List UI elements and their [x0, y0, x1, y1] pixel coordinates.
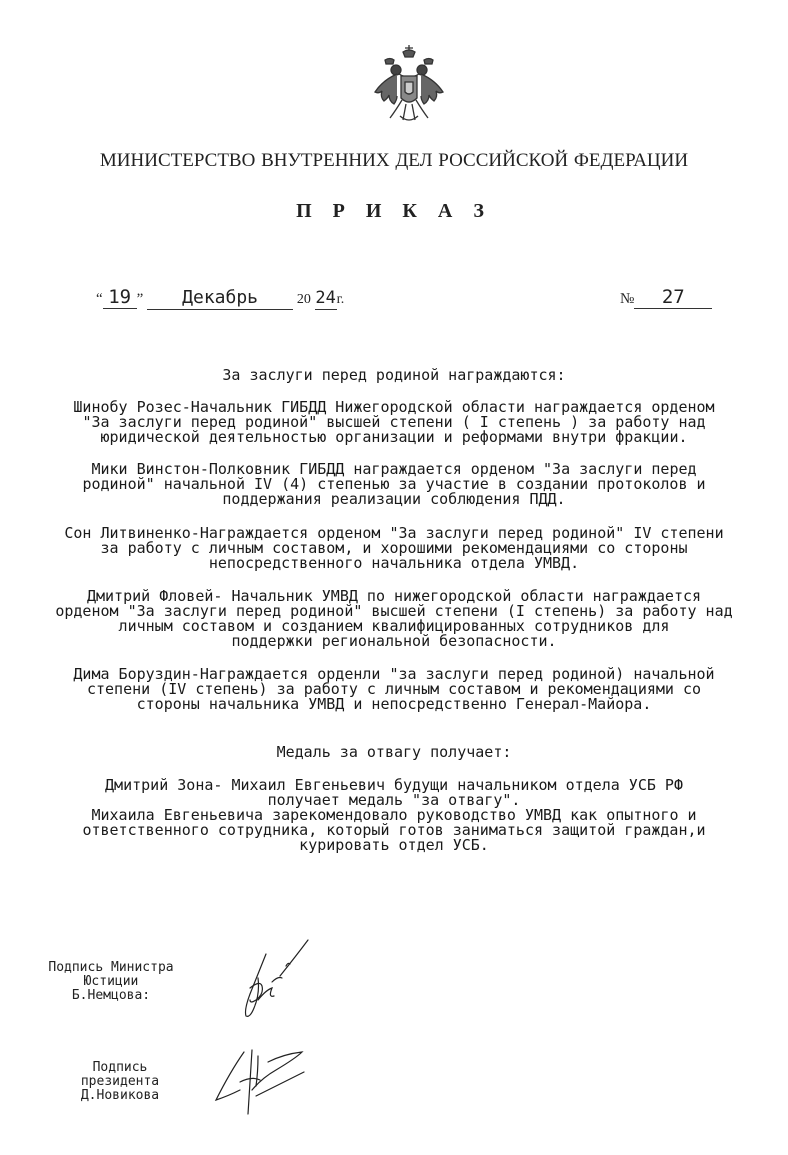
award-paragraph	[6, 462, 782, 507]
order-number-label: №	[620, 291, 635, 307]
medal-text: Дмитрий Зона- Михаил Евгеньевич будущи начальником отдела УСБ РФ получает медаль "за отвагу". Михаила Евгеньевича зарекомендовало руководство УМВД как опытного и ответственного сотрудника, который готов заниматься защитой граждан,и курировать отдел УСБ.	[82, 776, 706, 854]
award-text-1: Шинобу Розес-Начальник ГИБДД Нижегородской области награждается орденом "За заслуги перед родиной" высшей степени ( I степень ) за работу над юридической деятельностью организации и реформами внутри фракции.	[73, 398, 715, 446]
date-day: 19	[103, 286, 137, 309]
order-number	[620, 286, 712, 309]
president-signature-label: Подпись президента Д.Новикова	[80, 1060, 160, 1103]
awards-heading-text: За заслуги перед родиной награждаются:	[222, 366, 566, 384]
double-headed-eagle-icon	[372, 44, 446, 126]
award-text-5: Дима Боруздин-Награждается орденли "за заслуги перед родиной) начальной степени (IV степень) за работу с личным составом и рекомендациями со стороны начальника УМВД и непосредственно Генерал-Майора.	[73, 665, 715, 713]
award-paragraph	[6, 400, 782, 445]
date-year-suffix: 24	[315, 288, 336, 308]
order-date	[96, 286, 344, 310]
medal-paragraph	[6, 778, 782, 853]
date-year-prefix: 20	[296, 292, 311, 307]
date-close-quote: ”	[136, 291, 144, 307]
minister-signature	[236, 938, 316, 1024]
minister-signature-label: Подпись Министра Юстиции Б.Немцова:	[48, 960, 174, 1003]
award-text-4: Дмитрий Фловей- Начальник УМВД по нижегородской области награждается орденом "За заслуги перед родиной" высшей степени (I степень) за работу над личным составом и созданием квалифицированных сотрудников для поддержки региональной безопасности.	[55, 587, 733, 650]
date-year-abbr: г.	[336, 292, 345, 307]
medal-heading	[6, 745, 782, 760]
ministry-title: МИНИСТЕРСТВО ВНУТРЕННИХ ДЕЛ РОССИЙСКОЙ ФЕДЕРАЦИИ	[99, 150, 689, 171]
award-paragraph	[6, 589, 782, 649]
date-month: Декабрь	[147, 287, 293, 310]
awards-heading	[6, 368, 782, 383]
president-signature	[212, 1042, 316, 1122]
medal-heading-text: Медаль за отвагу получает:	[276, 743, 512, 761]
award-paragraph	[6, 667, 782, 712]
date-open-quote: “	[96, 291, 103, 307]
award-paragraph	[6, 526, 782, 571]
document-type-title: П Р И К А З	[296, 200, 492, 222]
award-text-3: Сон Литвиненко-Награждается орденом "За заслуги перед родиной" IV степени за работу с личным составом, и хорошими рекомендациями со стороны непосредственного начальника отдела УМВД.	[64, 524, 724, 572]
order-number-value: 27	[634, 286, 712, 309]
award-text-2: Мики Винстон-Полковник ГИБДД награждается орденом "За заслуги перед родиной" начальной IV (4) степенью за участие в создании протоколов и поддержания реализации соблюдения ПДД.	[82, 460, 706, 508]
